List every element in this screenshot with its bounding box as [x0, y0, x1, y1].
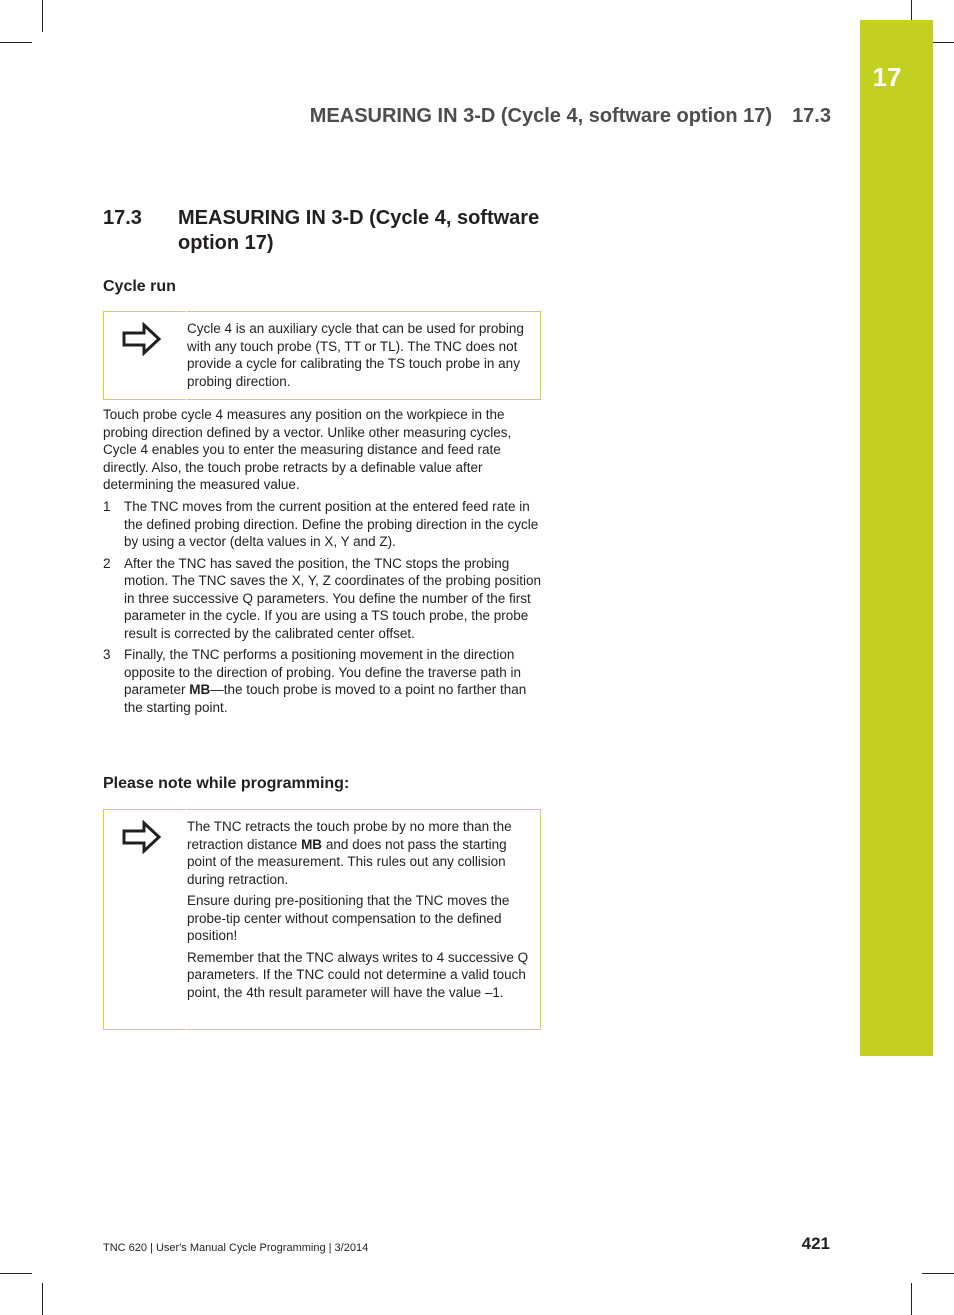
- list-item: [103, 498, 541, 551]
- crop-mark: [0, 1273, 32, 1274]
- list-item: [103, 646, 541, 716]
- crop-mark: [42, 0, 43, 32]
- chapter-tab: [860, 20, 933, 1056]
- step-text: The TNC moves from the current position at the entered feed rate in the defined probing direction. Define the probing direction in the cycle by using a vector (delta values in X, Y and Z).: [124, 499, 539, 549]
- step-number: 2: [103, 555, 111, 571]
- running-header: [310, 102, 831, 130]
- crop-mark: [933, 42, 954, 43]
- chapter-number: 17: [872, 62, 902, 92]
- note-box: [103, 809, 541, 1030]
- note-text: [187, 818, 537, 888]
- step-text: Finally, the TNC performs a positioning movement in the direction opposite to the direction of probing. You define the traverse path in parameter: [124, 647, 522, 697]
- running-header-title: MEASURING IN 3-D (Cycle 4, software option 17): [309, 105, 773, 127]
- programming-notes-heading: Please note while programming:: [103, 775, 350, 792]
- section-number: 17.3: [103, 207, 142, 229]
- step-text: —the touch probe is moved to a point no farther than the starting point.: [124, 682, 527, 715]
- crop-mark: [911, 1283, 912, 1315]
- note-text-part: and does not pass the starting point of the measurement. This rules out any collision during retraction.: [187, 836, 507, 887]
- footer-text: TNC 620 | User's Manual Cycle Programming | 3/2014: [103, 1242, 369, 1254]
- cycle-run-heading: Cycle run: [103, 278, 176, 295]
- note-box: [103, 311, 541, 400]
- page-number: 421: [801, 1234, 830, 1253]
- running-header-section: 17.3: [792, 105, 831, 127]
- arrow-right-icon: [122, 820, 162, 854]
- cycle-steps-list: [103, 498, 541, 720]
- crop-mark: [0, 42, 32, 43]
- intro-paragraph: Touch probe cycle 4 measures any position on the workpiece in the probing direction defined by a vector. Unlike other measuring cycles, Cycle 4 enables you to enter the measuring distance and feed rate directly. Also, the touch probe retracts by a definable value after determining the measured value.: [103, 407, 512, 492]
- crop-mark: [42, 1283, 43, 1315]
- step-number: 3: [103, 647, 111, 662]
- note-text: Ensure during pre-positioning that the TNC moves the probe-tip center without compensation to the defined position!: [187, 893, 510, 943]
- step-number: 1: [103, 499, 111, 514]
- crop-mark: [922, 1273, 954, 1274]
- parameter-code: MB: [189, 682, 211, 697]
- note-text: Remember that the TNC always writes to 4 successive Q parameters. If the TNC could not determine a valid touch point, the 4th result parameter will have the value –1.: [187, 949, 529, 1000]
- parameter-code: MB: [301, 836, 323, 852]
- list-item: [103, 555, 541, 643]
- note-text-part: The TNC retracts the touch probe by no more than the retraction distance: [187, 819, 512, 852]
- note-text: Cycle 4 is an auxiliary cycle that can be used for probing with any touch probe (TS, TT or TL). The TNC does not provide a cycle for calibrating the TS touch probe in any probing direction.: [187, 321, 524, 389]
- section-title: MEASURING IN 3-D (Cycle 4, software option 17): [178, 207, 540, 254]
- crop-mark: [911, 0, 912, 20]
- step-text: After the TNC has saved the position, the TNC stops the probing motion. The TNC saves the X, Y, Z coordinates of the probing position in three successive Q parameters. You define the number of the first parameter in the cycle. If you are using a TS touch probe, the probe result is corrected by the calibrated center offset.: [124, 555, 541, 641]
- arrow-right-icon: [122, 322, 162, 356]
